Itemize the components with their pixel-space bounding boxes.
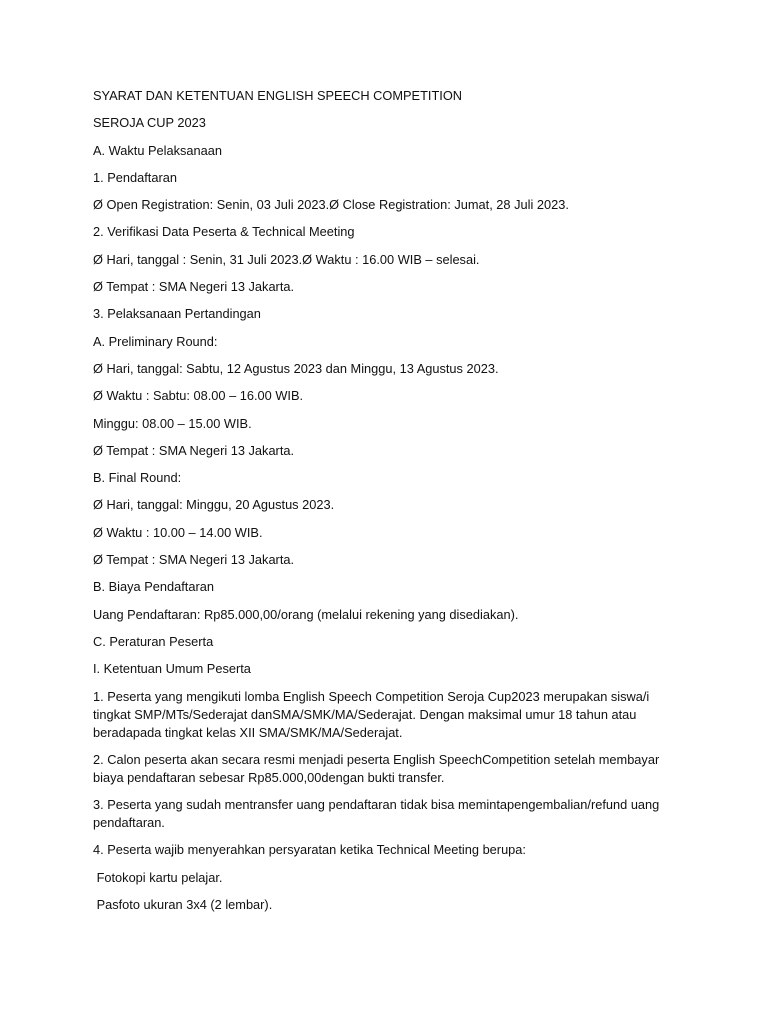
section-heading-peraturan: C. Peraturan Peserta — [93, 633, 214, 649]
registration-fee: Uang Pendaftaran: Rp85.000,00/orang (melalui rekening yang disediakan). — [93, 606, 519, 622]
preliminary-round-dates: Ø Hari, tanggal: Sabtu, 12 Agustus 2023 dan Minggu, 13 Agustus 2023. — [93, 360, 499, 376]
section-heading-waktu-pelaksanaan: A. Waktu Pelaksanaan — [93, 142, 222, 158]
document-body — [93, 87, 683, 923]
preliminary-round-time-saturday: Ø Waktu : Sabtu: 08.00 – 16.00 WIB. — [93, 388, 304, 404]
rule-2: 2. Calon peserta akan secara resmi menjadi peserta English SpeechCompetition setelah membayar biaya pendaftaran sebesar Rp85.000,00dengan bukti transfer. — [93, 751, 663, 785]
document-title: SYARAT DAN KETENTUAN ENGLISH SPEECH COMPETITION — [93, 88, 463, 103]
final-round-date: Ø Hari, tanggal: Minggu, 20 Agustus 2023. — [93, 497, 335, 513]
final-round-heading: B. Final Round: — [93, 470, 182, 486]
subsection-heading-verifikasi: 2. Verifikasi Data Peserta & Technical Meeting — [93, 224, 355, 240]
preliminary-round-heading: A. Preliminary Round: — [93, 333, 218, 349]
rule-4: 4. Peserta wajib menyerahkan persyaratan ketika Technical Meeting berupa: — [93, 842, 526, 858]
rule-1: 1. Peserta yang mengikuti lomba English Speech Competition Seroja Cup2023 merupakan siswa/i tingkat SMP/MTs/Sederajat danSMA/SMK/MA/Sederajat. Dengan maksimal umur 18 tahun atau beradapada tingkat kelas XII SMA/SMK/MA/Sederajat. — [93, 688, 653, 740]
section-heading-biaya: B. Biaya Pendaftaran — [93, 579, 214, 595]
subsection-heading-ketentuan-umum: I. Ketentuan Umum Peserta — [93, 661, 251, 677]
verification-date-time: Ø Hari, tanggal : Senin, 31 Juli 2023.Ø Waktu : 16.00 WIB – selesai. — [93, 251, 480, 267]
document-subtitle: SEROJA CUP 2023 — [93, 115, 206, 131]
registration-dates: Ø Open Registration: Senin, 03 Juli 2023.Ø Close Registration: Jumat, 28 Juli 2023. — [93, 197, 569, 213]
preliminary-round-time-sunday: Minggu: 08.00 – 15.00 WIB. — [93, 415, 252, 431]
final-round-location: Ø Tempat : SMA Negeri 13 Jakarta. — [93, 552, 295, 568]
subsection-heading-pelaksanaan: 3. Pelaksanaan Pertandingan — [93, 306, 261, 322]
verification-location: Ø Tempat : SMA Negeri 13 Jakarta. — [93, 279, 295, 295]
preliminary-round-location: Ø Tempat : SMA Negeri 13 Jakarta. — [93, 442, 295, 458]
rule-3: 3. Peserta yang sudah mentransfer uang pendaftaran tidak bisa memintapengembalian/refund uang pendaftaran. — [93, 797, 663, 831]
final-round-time: Ø Waktu : 10.00 – 14.00 WIB. — [93, 524, 263, 540]
requirement-student-card: Fotokopi kartu pelajar. — [93, 869, 223, 885]
requirement-photo: Pasfoto ukuran 3x4 (2 lembar). — [93, 897, 273, 913]
subsection-heading-pendaftaran: 1. Pendaftaran — [93, 169, 177, 185]
